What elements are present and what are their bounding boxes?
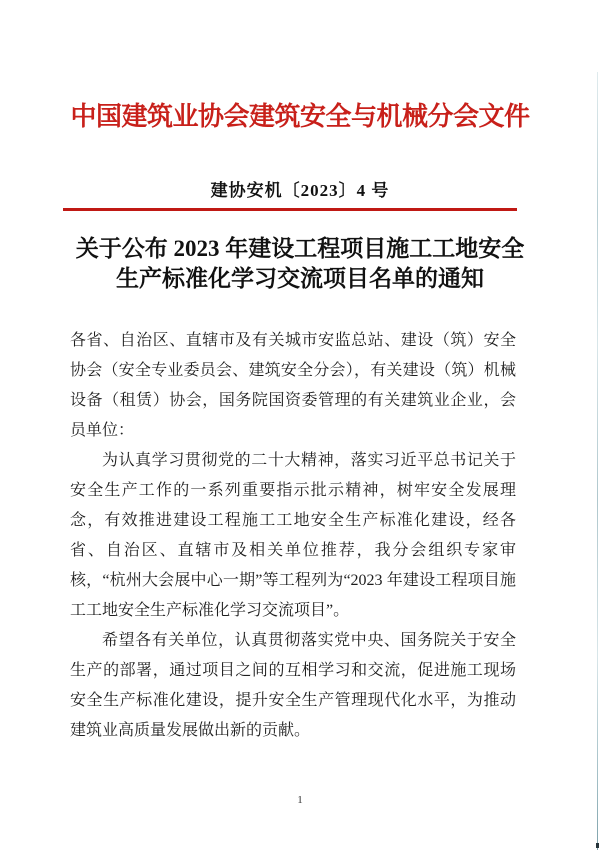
- letterhead-title: 中国建筑业协会建筑安全与机械分会文件: [70, 102, 530, 131]
- document-number: 建协安机〔2023〕4 号: [210, 181, 390, 200]
- scan-edge-artifact: [597, 72, 598, 850]
- page-number: 1: [297, 794, 303, 806]
- paragraph-announcement: 为认真学习贯彻党的二十大精神，落实习近平总书记关于安全生产工作的一系列重要指示批示精神，树牢安全发展理念，有效推进建设工程施工工地安全生产标准化建设，经各省、自治区、直辖市及相关单位推荐，我分会组织专家审核，“杭州大会展中心一期”等工程列为“2023 年建设工程项目施工工地安全生产标准化学习交流项目”。: [70, 452, 516, 619]
- red-divider-rule: [63, 208, 517, 211]
- notice-title-line2: 生产标准化学习交流项目名单的通知: [116, 266, 484, 291]
- scan-corner-artifact: [596, 843, 599, 848]
- paragraph-recipients: 各省、自治区、直辖市及有关城市安监总站、建设（筑）安全协会（安全专业委员会、建筑安全分会），有关建设（筑）机械设备（租赁）协会，国务院国资委管理的有关建筑业企业，会员单位：: [70, 332, 516, 439]
- notice-body: [70, 326, 516, 746]
- notice-title: [30, 234, 570, 294]
- notice-title-line1: 关于公布 2023 年建设工程项目施工工地安全: [75, 236, 525, 261]
- paragraph-expectation: 希望各有关单位，认真贯彻落实党中央、国务院关于安全生产的部署，通过项目之间的互相学习和交流，促进施工现场安全生产标准化建设，提升安全生产管理现代化水平，为推动建筑业高质量发展做出新的贡献。: [70, 632, 516, 739]
